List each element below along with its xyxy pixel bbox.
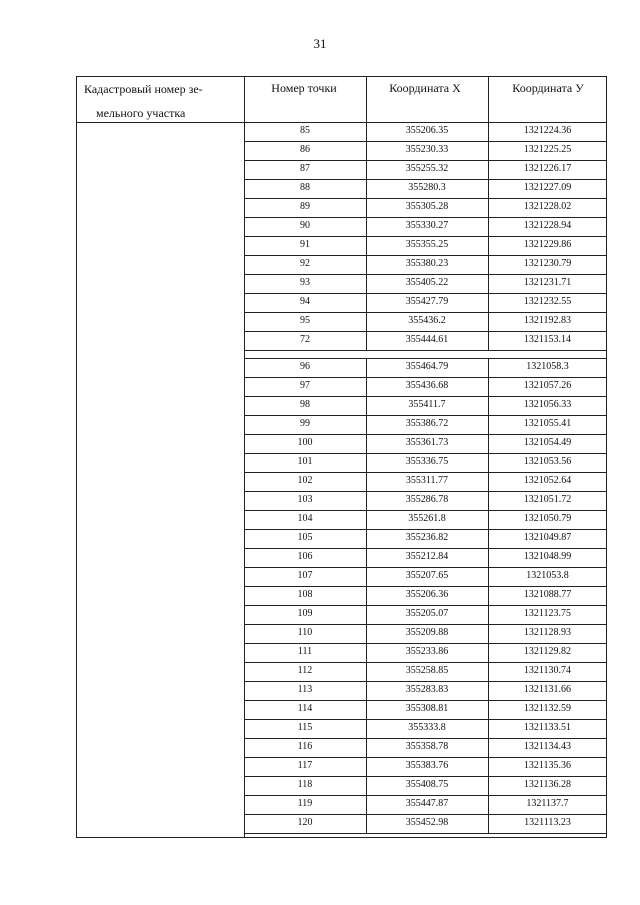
point-number-cell: 97 <box>300 380 310 391</box>
row-divider <box>244 179 607 180</box>
row-divider <box>244 434 607 435</box>
point-number-cell: 89 <box>300 201 310 212</box>
point-number-cell: 102 <box>297 475 313 486</box>
table-row <box>244 795 607 814</box>
coord-y-cell: 1321050.79 <box>523 513 572 524</box>
point-number-cell: 112 <box>297 665 313 676</box>
table-row <box>244 331 607 350</box>
coord-y-cell: 1321058.3 <box>526 361 569 372</box>
column-divider-2 <box>366 76 367 122</box>
row-divider <box>244 198 607 199</box>
coord-y-cell: 1321132.59 <box>523 703 572 714</box>
table-row <box>244 738 607 757</box>
row-divider <box>244 415 607 416</box>
row-divider <box>244 833 607 834</box>
point-number-cell: 88 <box>300 182 310 193</box>
point-number-cell: 95 <box>300 315 310 326</box>
coord-y-cell: 1321131.66 <box>523 684 572 695</box>
column-divider-3-group2 <box>488 358 489 833</box>
point-number-cell: 91 <box>300 239 310 250</box>
point-number-cell: 118 <box>297 779 313 790</box>
coord-x-cell: 355212.84 <box>405 551 449 562</box>
coord-x-cell: 355230.33 <box>405 144 449 155</box>
coord-y-cell: 1321054.49 <box>523 437 572 448</box>
table-row <box>244 236 607 255</box>
coord-y-cell: 1321130.74 <box>523 665 572 676</box>
row-divider <box>244 586 607 587</box>
coord-x-cell: 355280.3 <box>408 182 446 193</box>
table-row <box>244 122 607 141</box>
point-number-cell: 100 <box>297 437 313 448</box>
coord-y-cell: 1321128.93 <box>523 627 572 638</box>
coord-x-cell: 355305.28 <box>405 201 449 212</box>
header-coord-x: Координата Х <box>389 81 461 95</box>
row-divider <box>244 141 607 142</box>
row-divider <box>244 662 607 663</box>
coord-x-cell: 355258.85 <box>405 665 449 676</box>
point-number-cell: 90 <box>300 220 310 231</box>
point-number-cell: 105 <box>297 532 313 543</box>
table-row <box>244 217 607 236</box>
row-divider <box>244 624 607 625</box>
table-row <box>244 198 607 217</box>
row-divider <box>244 274 607 275</box>
row-divider <box>244 312 607 313</box>
column-divider-3-group1 <box>488 122 489 350</box>
column-divider-2-group2 <box>366 358 367 833</box>
coord-y-cell: 1321224.36 <box>523 125 572 136</box>
header-cadastral <box>84 76 234 125</box>
coord-x-cell: 355261.8 <box>408 513 446 524</box>
coord-y-cell: 1321053.8 <box>526 570 569 581</box>
coord-y-cell: 1321057.26 <box>523 380 572 391</box>
coord-y-cell: 1321056.33 <box>523 399 572 410</box>
row-divider <box>244 255 607 256</box>
coord-x-cell: 355206.35 <box>405 125 449 136</box>
coord-x-cell: 355411.7 <box>408 399 446 410</box>
coord-x-cell: 355286.78 <box>405 494 449 505</box>
coord-x-cell: 355361.73 <box>405 437 449 448</box>
row-divider <box>244 567 607 568</box>
row-divider <box>244 396 607 397</box>
coord-y-cell: 1321232.55 <box>523 296 572 307</box>
row-divider <box>244 605 607 606</box>
table-row <box>244 434 607 453</box>
coord-x-cell: 355355.25 <box>405 239 449 250</box>
table-row <box>244 377 607 396</box>
row-divider <box>244 472 607 473</box>
coord-y-cell: 1321129.82 <box>523 646 572 657</box>
table-row <box>244 255 607 274</box>
table-row <box>244 472 607 491</box>
row-divider <box>244 160 607 161</box>
row-divider <box>244 331 607 332</box>
coord-y-cell: 1321048.99 <box>523 551 572 562</box>
page-number: 31 <box>313 36 327 51</box>
row-divider <box>244 643 607 644</box>
point-number-cell: 111 <box>297 646 313 657</box>
coord-x-cell: 355427.79 <box>405 296 449 307</box>
point-number-cell: 117 <box>297 760 313 771</box>
column-divider-2-group1 <box>366 122 367 350</box>
row-divider <box>244 453 607 454</box>
header-point-number: Номер точки <box>271 81 337 95</box>
point-number-cell: 114 <box>297 703 313 714</box>
table-row <box>244 757 607 776</box>
row-divider <box>244 350 607 351</box>
coord-x-cell: 355436.68 <box>405 380 449 391</box>
coord-y-cell: 1321226.17 <box>523 163 572 174</box>
coord-y-cell: 1321230.79 <box>523 258 572 269</box>
table-row <box>244 548 607 567</box>
table-row <box>244 776 607 795</box>
coord-y-cell: 1321134.43 <box>523 741 572 752</box>
row-divider <box>244 293 607 294</box>
row-divider <box>244 548 607 549</box>
table-row <box>244 814 607 833</box>
table-row <box>244 415 607 434</box>
point-number-cell: 92 <box>300 258 310 269</box>
coord-y-cell: 1321229.86 <box>523 239 572 250</box>
coord-x-cell: 355452.98 <box>405 817 449 828</box>
row-divider <box>244 738 607 739</box>
point-number-cell: 115 <box>297 722 313 733</box>
point-number-cell: 104 <box>297 513 313 524</box>
coord-x-cell: 355311.77 <box>405 475 449 486</box>
point-number-cell: 108 <box>297 589 313 600</box>
point-number-cell: 94 <box>300 296 310 307</box>
coord-y-cell: 1321137.7 <box>526 798 569 809</box>
point-number-cell: 72 <box>300 334 310 345</box>
coord-x-cell: 355330.27 <box>405 220 449 231</box>
coord-y-cell: 1321135.36 <box>523 760 572 771</box>
coord-x-cell: 355436.2 <box>408 315 446 326</box>
column-divider-3 <box>488 76 489 122</box>
coord-y-cell: 1321227.09 <box>523 182 572 193</box>
coord-x-cell: 355236.82 <box>405 532 449 543</box>
table-row <box>244 312 607 331</box>
point-number-cell: 109 <box>297 608 313 619</box>
table-row <box>244 681 607 700</box>
row-divider <box>244 236 607 237</box>
table-row <box>244 358 607 377</box>
row-divider <box>244 681 607 682</box>
header-coord-y: Координата У <box>512 81 584 95</box>
coord-x-cell: 355209.88 <box>405 627 449 638</box>
row-divider <box>244 510 607 511</box>
table-row <box>244 293 607 312</box>
row-divider <box>244 377 607 378</box>
group-gap-divider <box>244 358 607 359</box>
coord-x-cell: 355405.22 <box>405 277 449 288</box>
table-row <box>244 567 607 586</box>
table-row <box>244 586 607 605</box>
point-number-cell: 107 <box>297 570 313 581</box>
table-row <box>244 605 607 624</box>
table-row <box>244 700 607 719</box>
table-row <box>244 396 607 415</box>
point-number-cell: 113 <box>297 684 313 695</box>
coord-y-cell: 1321192.83 <box>523 315 572 326</box>
table-row <box>244 274 607 293</box>
table-row <box>244 719 607 738</box>
point-number-cell: 103 <box>297 494 313 505</box>
table-row <box>244 491 607 510</box>
coord-x-cell: 355205.07 <box>405 608 449 619</box>
coord-x-cell: 355336.75 <box>405 456 449 467</box>
coord-x-cell: 355380.23 <box>405 258 449 269</box>
point-number-cell: 99 <box>300 418 310 429</box>
table-row <box>244 510 607 529</box>
coord-y-cell: 1321136.28 <box>523 779 572 790</box>
table-row <box>244 662 607 681</box>
table-row <box>244 624 607 643</box>
row-divider <box>244 795 607 796</box>
coord-y-cell: 1321228.94 <box>523 220 572 231</box>
coord-y-cell: 1321123.75 <box>523 608 572 619</box>
coord-x-cell: 355386.72 <box>405 418 449 429</box>
point-number-cell: 116 <box>297 741 313 752</box>
coord-x-cell: 355207.65 <box>405 570 449 581</box>
point-number-cell: 86 <box>300 144 310 155</box>
coord-x-cell: 355408.75 <box>405 779 449 790</box>
point-number-cell: 96 <box>300 361 310 372</box>
coord-x-cell: 355444.61 <box>405 334 449 345</box>
coord-y-cell: 1321153.14 <box>523 334 572 345</box>
point-number-cell: 120 <box>297 817 313 828</box>
point-number-cell: 119 <box>297 798 313 809</box>
point-number-cell: 93 <box>300 277 310 288</box>
coord-y-cell: 1321228.02 <box>523 201 572 212</box>
row-divider <box>244 776 607 777</box>
coord-y-cell: 1321049.87 <box>523 532 572 543</box>
table-row <box>244 529 607 548</box>
coord-y-cell: 1321231.71 <box>523 277 572 288</box>
coord-x-cell: 355255.32 <box>405 163 449 174</box>
point-number-cell: 98 <box>300 399 310 410</box>
coord-y-cell: 1321052.64 <box>523 475 572 486</box>
point-number-cell: 106 <box>297 551 313 562</box>
coord-x-cell: 355308.81 <box>405 703 449 714</box>
coord-x-cell: 355233.86 <box>405 646 449 657</box>
coord-x-cell: 355383.76 <box>405 760 449 771</box>
coord-y-cell: 1321113.23 <box>524 817 571 828</box>
row-divider <box>244 814 607 815</box>
table-row <box>244 179 607 198</box>
coord-x-cell: 355358.78 <box>405 741 449 752</box>
row-divider <box>244 217 607 218</box>
coord-y-cell: 1321133.51 <box>523 722 572 733</box>
table-row <box>244 160 607 179</box>
coord-y-cell: 1321225.25 <box>523 144 572 155</box>
point-number-cell: 85 <box>300 125 310 136</box>
coord-x-cell: 355333.8 <box>408 722 446 733</box>
row-divider <box>244 491 607 492</box>
row-divider <box>244 700 607 701</box>
coord-x-cell: 355447.87 <box>405 798 449 809</box>
coord-x-cell: 355464.79 <box>405 361 449 372</box>
coord-y-cell: 1321051.72 <box>523 494 572 505</box>
table-row <box>244 643 607 662</box>
header-cadastral-line1: Кадастровый номер зе- <box>84 82 203 96</box>
point-number-cell: 87 <box>300 163 310 174</box>
coord-y-cell: 1321053.56 <box>523 456 572 467</box>
coord-x-cell: 355206.36 <box>405 589 449 600</box>
row-divider <box>244 529 607 530</box>
point-number-cell: 110 <box>297 627 313 638</box>
row-divider <box>244 757 607 758</box>
coord-x-cell: 355283.83 <box>405 684 449 695</box>
row-divider <box>244 719 607 720</box>
coord-y-cell: 1321088.77 <box>523 589 572 600</box>
coord-y-cell: 1321055.41 <box>523 418 572 429</box>
header-cadastral-line2: мельного участка <box>96 106 186 120</box>
table-row <box>244 141 607 160</box>
table-row <box>244 453 607 472</box>
point-number-cell: 101 <box>297 456 313 467</box>
